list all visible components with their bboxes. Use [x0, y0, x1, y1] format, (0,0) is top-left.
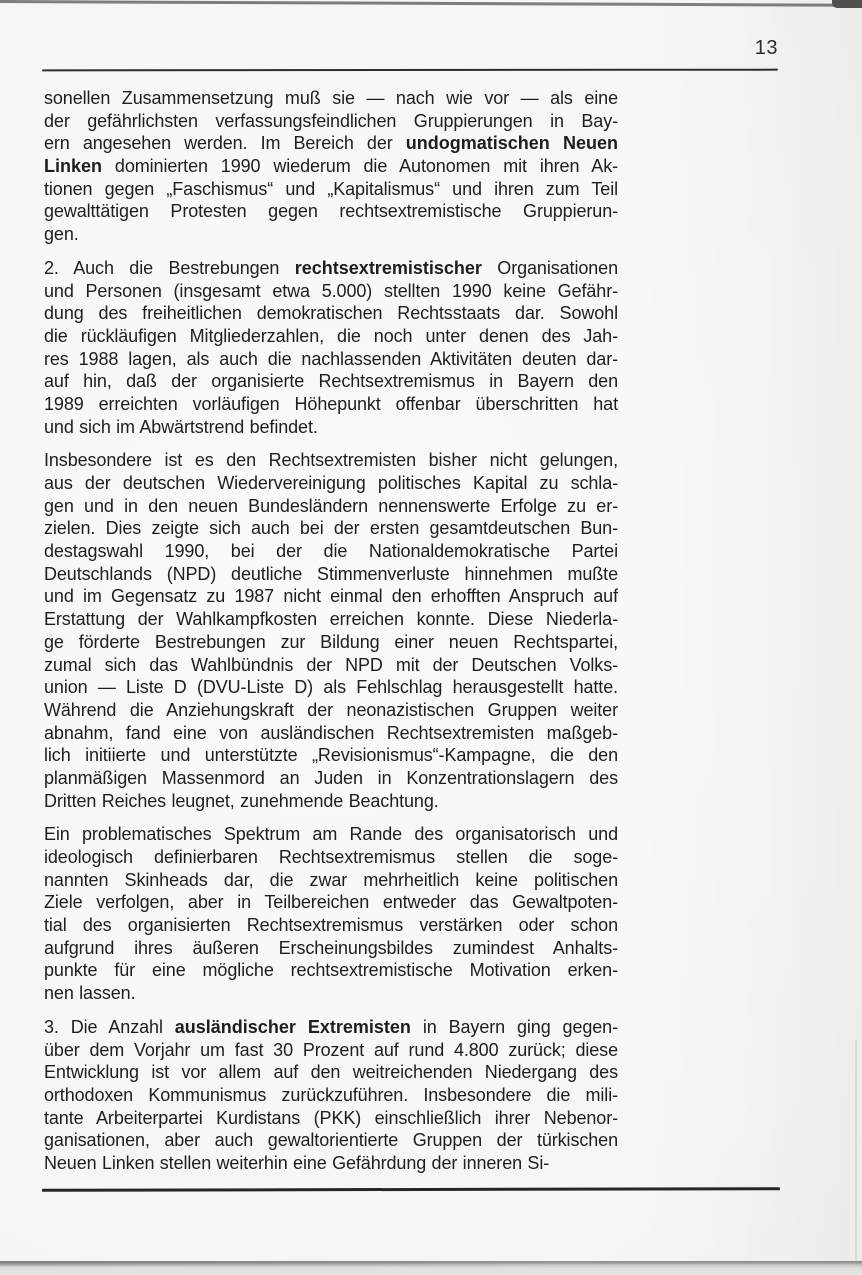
text-line — [44, 132, 618, 155]
text-segment: 2. Auch die Bestrebungen — [44, 257, 295, 278]
text-segment: destagswahl 1990, bei der die Nationaldemokratische Partei — [44, 541, 618, 562]
text-line — [44, 1107, 618, 1130]
text-segment: tionen gegen „Faschismus“ und „Kapitalismus“ und ihren zum Teil — [44, 178, 618, 199]
text-line — [44, 1152, 618, 1175]
text-line — [44, 982, 618, 1005]
text-segment: Insbesondere ist es den Rechtsextremisten bisher nicht gelungen, — [44, 450, 618, 471]
text-segment: abnahm, fand eine von ausländischen Rechtsextremisten maßgeb- — [44, 722, 618, 743]
text-segment: ideologisch definierbaren Rechtsextremismus stellen die soge- — [44, 847, 618, 867]
text-segment: punkte für eine mögliche rechtsextremistische Motivation erken- — [44, 960, 618, 981]
text-line — [44, 178, 618, 201]
text-segment: der gefährlichsten verfassungsfeindlichen Gruppierungen in Bay- — [44, 110, 618, 131]
text-segment: Dritten Reiches leugnet, zunehmende Beachtung. — [44, 790, 439, 811]
text-segment: in Bayern ging gegen- — [410, 1016, 618, 1037]
text-line — [44, 676, 618, 699]
text-line — [44, 1061, 618, 1084]
paragraph — [44, 87, 618, 246]
text-segment: zielen. Dies zeigte sich auch bei der ersten gesamtdeutschen Bun- — [44, 518, 618, 539]
text-line — [44, 631, 618, 654]
text-segment: über dem Vorjahr um fast 30 Prozent auf rund 4.800 zurück; diese — [44, 1039, 618, 1060]
text-segment: gewalttätigen Protesten gegen rechtsextremistische Gruppierun- — [44, 201, 618, 222]
text-segment: 3. Die Anzahl — [44, 1016, 175, 1037]
bold-text-segment: Linken — [44, 156, 103, 177]
text-segment: und Personen (insgesamt etwa 5.000) stellten 1990 keine Gefähr- — [44, 280, 618, 301]
text-segment: aufgrund ihres äußeren Erscheinungsbildes zumindest Anhalts- — [44, 937, 618, 958]
text-segment: Organisationen — [481, 257, 618, 278]
text-line — [44, 348, 618, 371]
text-line — [44, 914, 618, 937]
text-segment: Während die Anziehungskraft der neonazistischen Gruppen weiter — [44, 699, 618, 720]
text-segment: gen. — [44, 224, 79, 245]
scan-edge-right — [855, 1040, 857, 1262]
text-line — [44, 1084, 618, 1107]
text-segment: orthodoxen Kommunismus zurückzuführen. Insbesondere die mili- — [44, 1084, 618, 1105]
scan-edge-bottom-shade — [0, 1261, 862, 1266]
text-line — [44, 302, 618, 325]
text-segment: ganisationen, aber auch gewaltorientierte Gruppen der türkischen — [44, 1130, 618, 1151]
footer-rule — [42, 1187, 780, 1192]
text-line — [44, 449, 618, 472]
text-segment: und sich im Abwärtstrend befindet. — [44, 416, 318, 437]
text-line — [44, 87, 618, 110]
text-line — [44, 722, 618, 745]
text-line — [44, 257, 618, 280]
text-segment: dung des freiheitlichen demokratischen Rechtsstaats dar. Sowohl — [44, 303, 618, 324]
text-segment: Ziele verfolgen, aber in Teilbereichen entweder das Gewaltpoten- — [44, 892, 618, 913]
text-line — [44, 200, 618, 223]
text-segment: gen und in den neuen Bundesländern nennenswerte Erfolge zu er- — [44, 495, 618, 516]
text-line — [44, 891, 618, 914]
text-line — [44, 937, 618, 960]
text-segment: aus der deutschen Wiedervereinigung politisches Kapital zu schla- — [44, 473, 618, 493]
text-line — [44, 540, 618, 563]
bold-text-segment: undogmatischen Neuen — [405, 133, 618, 154]
text-line — [44, 1039, 618, 1062]
text-line — [44, 1016, 618, 1039]
text-line — [44, 416, 618, 439]
scan-edge-top-corner — [832, 0, 862, 8]
text-segment: lich initiierte und unterstützte „Revisionismus“-Kampagne, die den — [44, 745, 618, 766]
text-segment: union — Liste D (DVU-Liste D) als Fehlschlag herausgestellt hatte. — [44, 677, 618, 698]
bold-text-segment: ausländischer Extremisten — [174, 1016, 411, 1037]
page-number: 13 — [754, 37, 778, 59]
text-line — [44, 1129, 618, 1152]
text-segment: dominierten 1990 wiederum die Autonomen mit ihren Ak- — [102, 156, 618, 177]
text-segment: tante Arbeiterpartei Kurdistans (PKK) einschließlich ihrer Nebenor- — [44, 1107, 618, 1128]
text-segment: Deutschlands (NPD) deutliche Stimmenverluste hinnehmen mußte — [44, 563, 618, 584]
text-column — [44, 87, 618, 1175]
text-segment: ern angesehen werden. Im Bereich der — [44, 133, 406, 154]
text-line — [44, 472, 618, 495]
text-line — [44, 223, 618, 246]
text-line — [44, 654, 618, 677]
text-line — [44, 869, 618, 892]
text-segment: nen lassen. — [44, 983, 136, 1004]
text-segment: auf hin, daß der organisierte Rechtsextremismus in Bayern den — [44, 371, 618, 392]
text-segment: zumal sich das Wahlbündnis der NPD mit der Deutschen Volks- — [44, 654, 618, 675]
text-line — [44, 846, 618, 869]
text-line — [44, 767, 618, 790]
text-line — [44, 495, 618, 518]
text-segment: Erstattung der Wahlkampfkosten erreichen konnte. Diese Niederla- — [44, 609, 618, 630]
text-line — [44, 280, 618, 303]
paragraph — [44, 823, 618, 1005]
text-line — [44, 393, 618, 416]
paragraph — [44, 257, 618, 439]
text-line — [44, 370, 618, 393]
text-segment: ge förderte Bestrebungen zur Bildung einer neuen Rechtspartei, — [44, 631, 618, 652]
paragraph — [44, 449, 618, 812]
text-segment: Neuen Linken stellen weiterhin eine Gefährdung der inneren Si- — [44, 1152, 550, 1173]
text-segment: planmäßigen Massenmord an Juden in Konzentrationslagern des — [44, 767, 618, 788]
text-segment: nannten Skinheads dar, die zwar mehrheitlich keine politischen — [44, 869, 618, 890]
text-line — [44, 699, 618, 722]
text-line — [44, 155, 618, 178]
text-line — [44, 744, 618, 767]
text-segment: die rückläufigen Mitgliederzahlen, die noch unter denen des Jah- — [44, 325, 618, 346]
text-segment: Entwicklung ist vor allem auf den weitreichenden Niedergang des — [44, 1062, 618, 1083]
scan-edge-top — [0, 0, 862, 7]
text-segment: tial des organisierten Rechtsextremismus verstärken oder schon — [44, 915, 618, 936]
text-segment: Ein problematisches Spektrum am Rande des organisatorisch und — [44, 824, 618, 845]
text-line — [44, 517, 618, 540]
text-segment: und im Gegensatz zu 1987 nicht einmal den erhofften Anspruch auf — [44, 586, 618, 607]
text-line — [44, 563, 618, 586]
text-segment: sonellen Zusammensetzung muß sie — nach wie vor — als eine — [44, 88, 618, 108]
text-line — [44, 823, 618, 846]
text-line — [44, 790, 618, 813]
paragraph — [44, 1016, 618, 1175]
bold-text-segment: rechtsextremistischer — [294, 257, 482, 278]
header-rule — [42, 69, 778, 72]
text-line — [44, 608, 618, 631]
text-line — [44, 110, 618, 133]
text-line — [44, 325, 618, 348]
text-segment: 1989 erreichten vorläufigen Höhepunkt offenbar überschritten hat — [44, 393, 618, 414]
text-segment: res 1988 lagen, als auch die nachlassenden Aktivitäten deuten dar- — [44, 348, 618, 369]
text-line — [44, 585, 618, 608]
text-line — [44, 959, 618, 982]
